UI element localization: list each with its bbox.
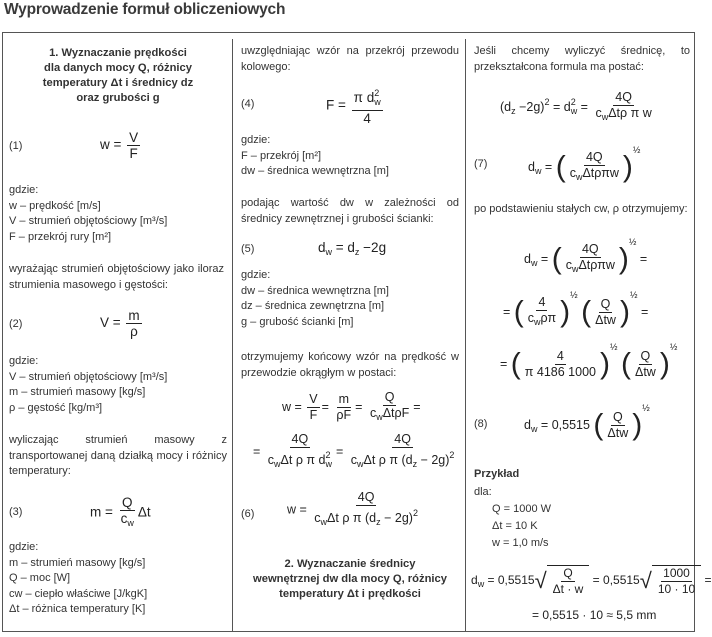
equation-4: F = $\frac{\pi d^2_w}{4}$ (326, 88, 381, 126)
paragraph: podając wartość dw w zależności od średnicy zewnętrznej i grubości ścianki: (241, 197, 459, 225)
example-value-dt: Δt = 10 K (492, 520, 538, 532)
equation-number: (8) (474, 418, 488, 430)
equation-8c: = ( $\frac{4}{\pi 4186 1000}$ )$^{\frac{1}{2}}$ ( $\frac{Q}{\text{Δtw}}$ )$^{\frac{1}{2}}$ (500, 342, 678, 381)
section-1-heading (8, 46, 228, 106)
definition: F – przekrój rury [m²] (9, 230, 112, 243)
page-title: Wyprowadzenie formuł obliczeniowych (4, 1, 286, 18)
paragraph: uwzględniając wzór na przekrój przewodu kolowego: (241, 45, 459, 73)
definition: ρ – gęstość [kg/m³] (9, 401, 103, 414)
example-dla: dla: (474, 486, 492, 498)
example-result: = 0,5515 · 10 ≈ 5,5 mm (532, 608, 657, 622)
definition: m – strumień masowy [kg/s] (9, 386, 146, 398)
equation-number: (2) (9, 318, 23, 330)
equation-6b: = $\frac{4Q}{c_w\Delta t \rho \pi d^2_w}$ = $\frac{4Q}{c_w\Delta t \rho \pi (d_z - 2g)^2}$ (253, 432, 455, 469)
column-divider-1 (232, 39, 233, 631)
definitions-2 (9, 354, 167, 416)
equation-6: w = $\frac{4Q}{c_w\Delta t \rho \pi (d_z - 2g)^2}$ (287, 490, 418, 527)
label-gdzie: gdzie: (241, 269, 271, 281)
definition: Q – moc [W] (9, 572, 71, 584)
equation-8: $d_w = 0,5515$ ( $\frac{Q}{\text{Δtw}}$ )$^{\frac{1}{2}}$ (524, 403, 650, 442)
definition: V – strumień objętościowy [m³/s] (9, 370, 168, 383)
paragraph: wyrażając strumień objętościowy jako iloraz strumienia masowego i gęstości: (9, 263, 224, 291)
label-gdzie: gdzie: (9, 541, 39, 553)
definitions-5 (241, 268, 389, 330)
example-equation: $d_w = 0,5515√$ $\frac{Q}{\Delta t \cdot w}$ = 0,5515√ $\frac{1000}{10 \cdot 10}$ = (471, 566, 712, 596)
definition: Δt – różnica temperatury [K] (9, 603, 146, 615)
definition: g – grubość ścianki [m] (241, 315, 354, 328)
equation-number: (7) (474, 158, 488, 170)
definition: dw – średnica wewnętrzna [m] (241, 284, 389, 297)
equation-8a: $d_w$ = ( $\frac{4Q}{c_w\Delta t\rho\pi w}$ )$^{\frac{1}{2}}$ = (524, 237, 648, 276)
example-denominator: 10 · 10 (657, 582, 696, 596)
equation-number: (1) (9, 140, 23, 152)
example-title: Przykład (474, 468, 520, 480)
definition: dw – średnica wewnętrzna [m] (241, 165, 389, 177)
equation-number: (6) (241, 508, 255, 520)
equation-3: m = $\frac{Q}{c_w}$ Δt (90, 495, 151, 528)
equation-number: (4) (241, 98, 255, 110)
definitions-3 (9, 540, 147, 618)
heading-line: temperatury Δt i prędkości (279, 588, 421, 600)
equation-5: $d_w = d_z -2g$ (318, 240, 387, 257)
column-divider-2 (465, 39, 466, 631)
paragraph: po podstawieniu stałych cw, ρ otrzymujemy: (474, 203, 688, 215)
paragraph: wyliczając strumień masowy z transportowanej daną działką mocy i różnicy temperatury: (9, 434, 227, 477)
equation-6a: w = $\frac{V}{F}$ = $\frac{m}{\rho F}$ = $\frac{Q}{c_w\Delta t\rho F}$ = (282, 390, 421, 422)
equation-1: w = $\frac{V}{F}$ (100, 130, 139, 161)
paragraph: otrzymujemy końcowy wzór na prędkość w przewodzie okrągłym w postaci: (241, 351, 459, 379)
label-gdzie: gdzie: (9, 355, 39, 367)
heading-line: wewnętrznej dw dla mocy Q, różnicy (253, 573, 447, 585)
heading-line: temperatury Δt i średnicy dz (42, 77, 194, 89)
example-numerator: 1000 (663, 566, 690, 580)
paragraph: Jeśli chcemy wyliczyć średnicę, to przekształcona formula ma postać: (474, 45, 690, 73)
label-gdzie: gdzie: (241, 134, 271, 146)
definition: w – prędkość [m/s] (9, 199, 101, 212)
example-value-w: w = 1,0 m/s (492, 537, 549, 549)
coefficient: 0,5515 (551, 418, 590, 432)
section-2-heading (238, 557, 462, 602)
heading-line: 1. Wyznaczanie prędkości (49, 47, 187, 59)
equation-8b: = ( $\frac{4}{c_w\rho\pi}$ )$^{\frac{1}{2}}$ ( $\frac{Q}{\text{Δtw}}$ )$^{\frac{1}{2}}$ = (503, 290, 649, 329)
equation-number: (3) (9, 506, 23, 518)
label-gdzie: gdzie: (9, 184, 39, 196)
equation-number: (5) (241, 243, 255, 255)
definitions-4 (241, 133, 389, 180)
example-value-q: Q = 1000 W (492, 503, 552, 515)
heading-line: dla danych mocy Q, różnicy (44, 62, 192, 74)
definition: F – przekrój [m²] (241, 149, 322, 162)
definition: dz – średnica zewnętrzna [m] (241, 300, 385, 312)
definition: cw – ciepło właściwe [J/kgK] (9, 587, 148, 600)
heading-line: 2. Wyznaczanie średnicy (284, 558, 416, 570)
heading-line: oraz grubości g (76, 92, 160, 104)
definitions-1 (9, 183, 167, 245)
equation-2: V = $\frac{m}{\rho}$ (100, 308, 140, 339)
equation-7: $d_w$ = ( $\frac{4Q}{c_w\Delta t\rho\pi w}$ )$^{\frac{1}{2}}$ (528, 145, 641, 184)
equation-7a: $(d_z -2g)^2 = d^2_w$ = $\frac{4Q}{c_w\Delta t\rho \pi w}$ (500, 90, 652, 122)
definition: m – strumień masowy [kg/s] (9, 556, 146, 569)
definition: V – strumień objętościowy [m³/s] (9, 215, 168, 227)
